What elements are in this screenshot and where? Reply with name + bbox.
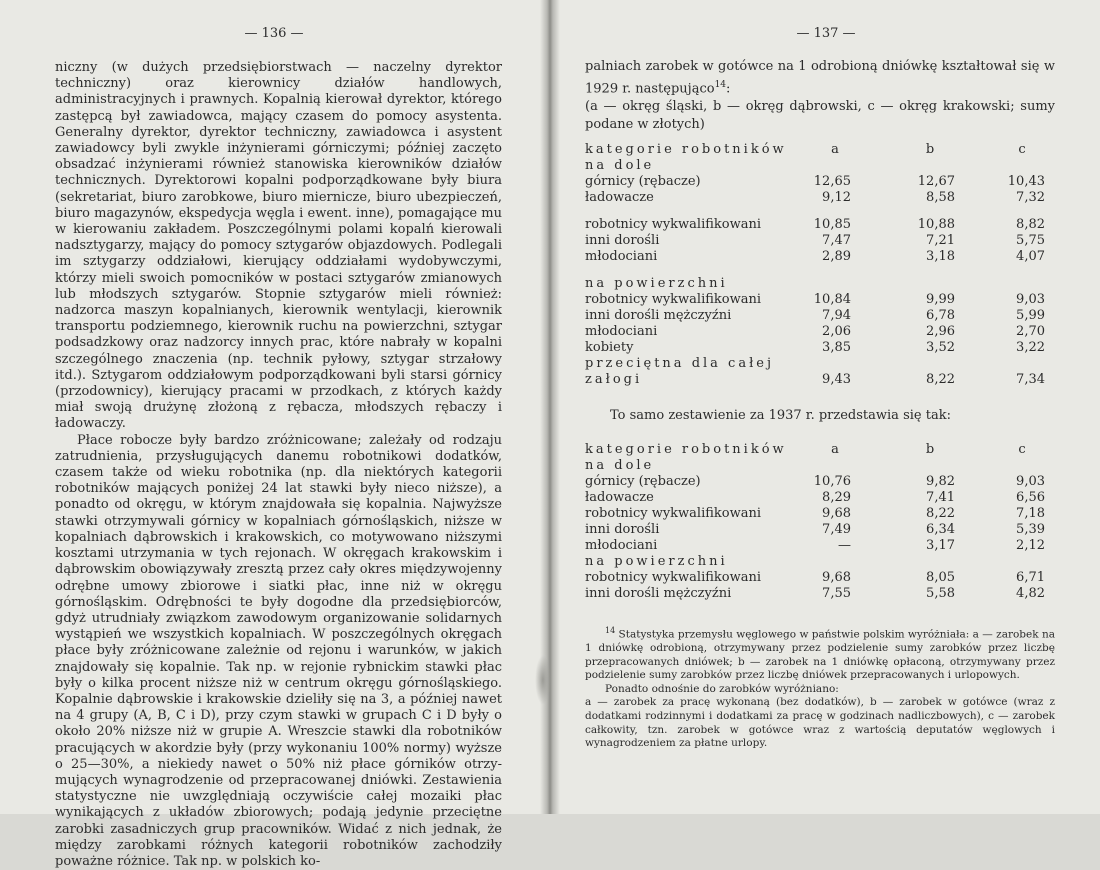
table-header-row [585, 142, 1055, 158]
table-header-c: c [1018, 442, 1026, 457]
row-label: ładowacze [585, 190, 654, 205]
table-row [585, 276, 1055, 292]
table-row [585, 554, 1055, 570]
cell-b: 8,22 [926, 506, 955, 521]
cell-b: 8,05 [926, 570, 955, 585]
row-label: na dole [585, 158, 655, 173]
footnote-text-2: Ponadto odnośnie do zarobków wyróżniano: [605, 682, 839, 695]
row-label: robotnicy wykwalifikowani [585, 217, 762, 232]
paragraph: Płace robocze były bardzo zróżnicowane; zależały od rodzaju zatrudnienia, przysługujących danemu robotnikowi dodatków, czasem także od wieku robotnika (np. dla niektórych kategorii robotników mających poniżej 24 lat stawki były nieco niższe), a ponadto od okręgu, w którym znajdowała się kopalnia. Najwyższe stawki otrzymywali górnicy w kopalniach górnośląskich, niższe w kopalniach dąbrowskich i krakowskich, co motywowano niższymi kosztami utrzymania w tych rejonach. W okręgach krakowskim i dąbrowskim obowiązywały zresztą przez cały okres międzywojenny odrębne umowy zbiorowe i siatki płac, inne niż w okręgu górnośląskim. Odrębności te były dogodne dla przedsiębiorców, gdyż utrudniały związkom zawodowym organizowanie solidarnych wystąpień we wszystkich kopalniach. W poszczególnych okręgach płace były zróżnicowane zależnie od rejonu i warunków, w jakich znajdowały się kopalnie. Tak np. w rejonie rybnickim stawki płac były o kilka procent niższe niż w centrum okręgu górnośląskiego. Kopalnie dąbrowskie i krakowskie dzieliły się na 3, a później nawet na 4 grupy (A, B, C i D), przy czym stawki w grupach C i D były o około 20% niższe niż w grupie A. Wreszcie stawki dla robotników pracujących w akordzie były (przy wykonaniu 100% normy) wyższe o 25—30%, a niekiedy nawet o 50% niż płace górników otrzymujących wynagrodzenie od przepracowanej dniówki. Zestawienia statystyczne nie uwzględniają oczywiście całej mozaiki płac wynikających z układów zbiorowych; podają jedynie przeciętne zarobki zasadniczych grup pracowników. Widać z nich jednak, że między zarobkami różnych kategorii robotników zachodziły poważne różnice. Tak np. w polskich ko- [55, 432, 502, 869]
cell-a: 2,06 [822, 324, 851, 339]
table-row [585, 490, 1055, 506]
cell-a: 7,47 [822, 233, 851, 248]
cell-a: — [838, 538, 851, 553]
table-row [585, 292, 1055, 308]
cell-a: 10,84 [813, 292, 851, 307]
cell-c: 6,56 [1016, 490, 1045, 505]
table-row [585, 190, 1055, 206]
wage-table-1937 [585, 442, 1055, 602]
paragraph: niczny (w dużych przedsiębiorstwach — naczelny dyrektor techniczny) oraz kierownicy działów handlowych, administracyjnych i prawnych. Kopalnią kierował dyrektor, którego zastępcą był zawiadowca, mający czasem do pomocy asystenta. Generalny dyrektor, dyrektor techniczny, zawiadowca i asystent zawiadowcy byli zwykle inżynierami górniczymi; później zaczęto obsadzać inżynierami również stanowiska kierowników działów technicznych. Dyrektorowi kopalni podporządkowane były biura (sekretariat, biuro zarobkowe, biuro miernicze, biuro ubezpieczeń, biuro magazynów, ekspedycja węgla i ewent. inne), pomagające mu w kierowaniu zakładem. Poszczególnymi polami kopalń kierowali nadsztygarzy, mający do pomocy sztygarów objazdowych. Podlegali im sztygarzy oddziałowi, kierujący oddziałami wydobywczymi, którzy mieli swoich pomocników w postaci sztygarów zmianowych lub młodszych sztygarów. Stopnie sztygarów mieli również: nadzorca maszyn kopalnianych, kierownik wentylacji, kierownik transportu podziemnego, kierownik ruchu na powierzchni, sztygar podsadzkowy oraz nadzorcy innych prac, które nabrały w kopalni szczególnego znaczenia (np. technik pyłowy, sztygar strzałowy itd.). Sztygarom oddziałowym podporządkowani byli starsi górnicy (przodownicy), kierujący pracami w przodkach, z których każdy miał swoją drużynę złożoną z rębacza, młodszych rębaczy i ładowaczy. [55, 60, 502, 432]
intro-paragraph [585, 58, 1055, 134]
row-label: na dole [585, 458, 655, 473]
row-label: załogi [585, 372, 643, 387]
cell-b: 12,67 [917, 174, 955, 189]
table-row [585, 217, 1055, 233]
table-header-b: b [925, 442, 935, 457]
cell-a: 7,94 [822, 308, 851, 323]
cell-c: 5,99 [1016, 308, 1045, 323]
page-number-right: — 137 — [796, 26, 856, 41]
cell-c: 7,18 [1016, 506, 1045, 521]
cell-b: 9,82 [926, 474, 955, 489]
cell-a: 9,12 [822, 190, 851, 205]
left-page [0, 0, 548, 869]
table-row [585, 474, 1055, 490]
cell-c: 5,39 [1016, 522, 1045, 537]
table-row [585, 158, 1055, 174]
table-header-c: c [1018, 142, 1026, 157]
cell-b: 3,17 [926, 538, 955, 553]
table-row [585, 458, 1055, 474]
row-label: górnicy (rębacze) [585, 174, 701, 189]
cell-a: 7,49 [822, 522, 851, 537]
row-label: kobiety [585, 340, 634, 355]
cell-a: 9,43 [822, 372, 851, 387]
table-row [585, 356, 1055, 372]
sentence-1937: To samo zestawienie za 1937 r. przedstawia się tak: [610, 408, 951, 423]
row-label: inni dorośli [585, 233, 660, 248]
table-row [585, 522, 1055, 538]
footnote-text: Statystyka przemysłu węglowego w państwie polskim wyróżniała: a — zarobek na 1 dniówkę odrobioną, otrzymywany przez podzielenie sumy zarobków przez liczbę przepracowanych dniówek; b — zarobek na 1 dniówkę opłaconą, otrzymywany przez podzielenie sumy zarobków przez liczbę dniówek przepracowanych i urlopowych. [585, 628, 1055, 682]
table-row [585, 324, 1055, 340]
cell-b: 6,34 [926, 522, 955, 537]
table-header-b: b [925, 142, 935, 157]
row-label: robotnicy wykwalifikowani [585, 506, 762, 521]
table-header-a: a [831, 142, 839, 157]
cell-c: 5,75 [1016, 233, 1045, 248]
cell-c: 3,22 [1016, 340, 1045, 355]
cell-a: 9,68 [822, 506, 851, 521]
cell-b: 2,96 [926, 324, 955, 339]
cell-b: 9,99 [926, 292, 955, 307]
binding-shadow [535, 655, 551, 705]
row-label: młodociani [585, 538, 658, 553]
table-row [585, 506, 1055, 522]
cell-a: 8,29 [822, 490, 851, 505]
cell-b: 5,58 [926, 586, 955, 601]
cell-c: 4,82 [1016, 586, 1045, 601]
cell-a: 10,76 [813, 474, 851, 489]
table-row [585, 372, 1055, 388]
row-label: robotnicy wykwalifikowani [585, 292, 762, 307]
cell-b: 7,41 [926, 490, 955, 505]
cell-c: 7,32 [1016, 190, 1045, 205]
intro-text: palniach zarobek w gotówce na 1 odrobioną dniówkę kształtował się w 1929 r. następująco [585, 59, 1055, 97]
row-label: na powierzchni [585, 554, 728, 569]
cell-c: 8,82 [1016, 217, 1045, 232]
row-label: na powierzchni [585, 276, 728, 291]
cell-b: 3,52 [926, 340, 955, 355]
cell-b: 10,88 [917, 217, 955, 232]
cell-a: 12,65 [813, 174, 851, 189]
table-row [585, 340, 1055, 356]
cell-c: 7,34 [1016, 372, 1045, 387]
cell-c: 4,07 [1016, 249, 1045, 264]
table-header-label: kategorie robotników [585, 142, 787, 157]
intro-colon: : [726, 81, 731, 97]
intro-legend: (a — okręg śląski, b — okręg dąbrowski, c — okręg krakowski; sumy podane w złotych) [585, 99, 1055, 133]
footnote-text-3: a — zarobek za pracę wykonaną (bez dodatków), b — zarobek w gotówce (wraz z dodatkami rodzinnymi i dodatkami za pracę w godzinach nadliczbowych), c — zarobek całkowity, tzn. zarobek w gotówce wraz z wartością deputatów węglowych i wynagrodzeniem za płatne urlopy. [585, 696, 1055, 750]
table-row [585, 308, 1055, 324]
cell-c: 2,70 [1016, 324, 1045, 339]
cell-b: 3,18 [926, 249, 955, 264]
right-page [552, 0, 1100, 814]
row-label: inni dorośli mężczyźni [585, 308, 732, 323]
table-row [585, 233, 1055, 249]
left-page-body [55, 60, 502, 870]
row-label: inni dorośli [585, 522, 660, 537]
table-header-row [585, 442, 1055, 458]
cell-c: 9,03 [1016, 474, 1045, 489]
wage-table-1929 [585, 142, 1055, 388]
cell-b: 8,22 [926, 372, 955, 387]
table-row [585, 570, 1055, 586]
cell-c: 2,12 [1016, 538, 1045, 553]
page-number-left: — 136 — [244, 26, 304, 41]
table-header-label: kategorie robotników [585, 442, 787, 457]
row-label: inni dorośli mężczyźni [585, 586, 732, 601]
row-label: robotnicy wykwalifikowani [585, 570, 762, 585]
cell-c: 10,43 [1007, 174, 1045, 189]
row-label: ładowacze [585, 490, 654, 505]
footnote-marker: 14 [605, 626, 616, 635]
cell-b: 7,21 [926, 233, 955, 248]
row-label: młodociani [585, 324, 658, 339]
cell-b: 6,78 [926, 308, 955, 323]
cell-c: 9,03 [1016, 292, 1045, 307]
cell-a: 7,55 [822, 586, 851, 601]
table-header-a: a [831, 442, 839, 457]
footnote-ref: 14 [714, 80, 727, 90]
cell-a: 9,68 [822, 570, 851, 585]
row-label: górnicy (rębacze) [585, 474, 701, 489]
table-row [585, 174, 1055, 190]
row-label: młodociani [585, 249, 658, 264]
cell-a: 3,85 [822, 340, 851, 355]
cell-a: 2,89 [822, 249, 851, 264]
cell-a: 10,85 [813, 217, 851, 232]
table-row [585, 538, 1055, 554]
table-row [585, 586, 1055, 602]
cell-b: 8,58 [926, 190, 955, 205]
footnotes [585, 624, 1055, 751]
table-row [585, 249, 1055, 265]
row-label: przeciętna dla całej [585, 356, 775, 371]
cell-c: 6,71 [1016, 570, 1045, 585]
